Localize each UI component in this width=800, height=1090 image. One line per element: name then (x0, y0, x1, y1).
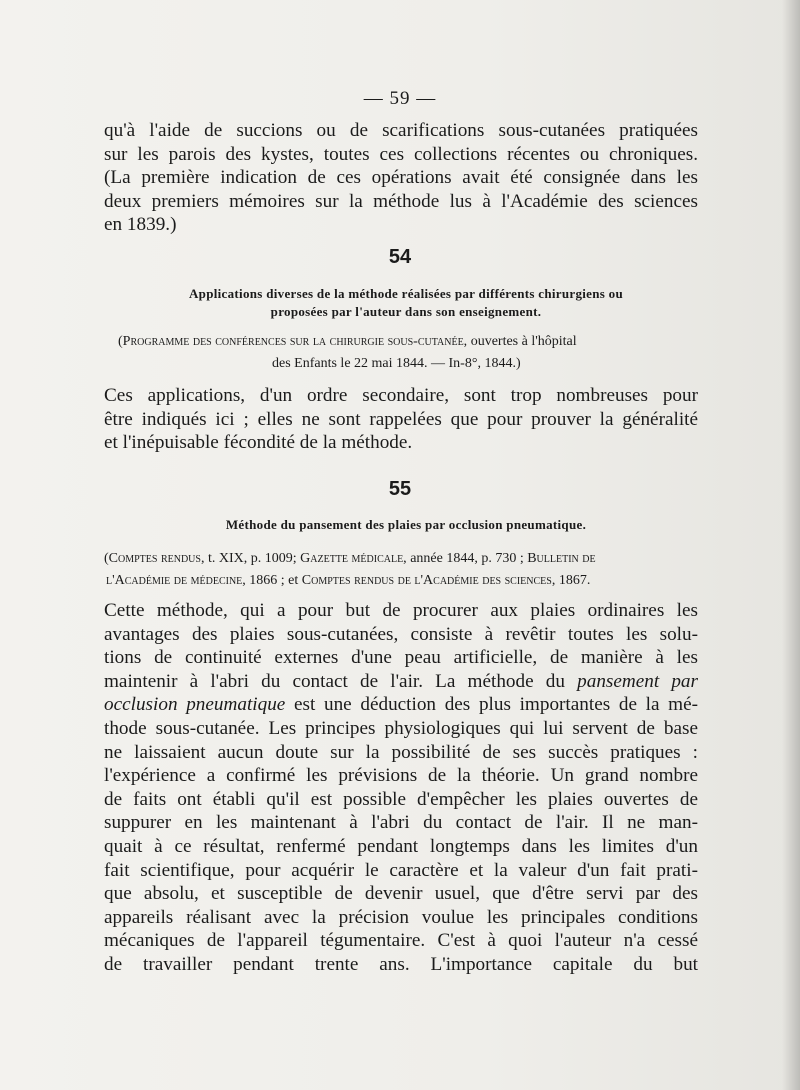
heading-line: Applications diverses de la méthode réalisées par différents chirurgiens ou (188, 286, 624, 301)
text-line: être indiqués ici ; elles ne sont rappelées que pour prouver la généralité (104, 408, 698, 430)
ref-journal: Gazette médicale, (300, 551, 407, 566)
text-line: Cette méthode, qui a pour but de procurer aux plaies ordinaires les (104, 600, 698, 621)
page-number: — 59 — (363, 88, 437, 109)
text-line: appareils réalisant avec la précision voulue les principales conditions (104, 906, 698, 928)
ref-text: 1867. (555, 573, 591, 588)
text-line: ne laissaient aucun doute sur la possibilité de ses succès pratiques : (104, 741, 698, 763)
ref-text: année 1844, p. 730 ; (406, 551, 528, 566)
text-line: sur les parois des kystes, toutes ces collections récentes ou chroniques. (104, 143, 698, 165)
ref-text: ouvertes à l'hôpital (467, 334, 577, 349)
ref-text: ( (104, 551, 109, 566)
ref-journal: Comptes rendus, (108, 551, 205, 566)
text-line: maintenir à l'abri du contact de l'air. La méthode du pansement par (104, 670, 698, 692)
text-line: tions de continuité externes d'une peau artificielle, de manière à les (104, 647, 698, 669)
text-line: thode sous-cutanée. Les principes physiologiques qui lui servent de base (104, 717, 698, 739)
section-number-55: 55 (388, 478, 412, 500)
ref-journal: Bulletin de (527, 551, 596, 566)
text-line: avantages des plaies sous-cutanées, consiste à revêtir toutes les solu- (104, 623, 698, 645)
ref-text: 1866 ; et (245, 573, 302, 588)
text-line: et l'inépuisable fécondité de la méthode. (104, 432, 413, 454)
text-line: en 1839.) (104, 214, 177, 236)
ref-text: ( (118, 334, 123, 349)
heading-line: proposées par l'auteur dans son enseignement. (270, 304, 542, 319)
text-line: qu'à l'aide de succions ou de scarifications sous-cutanées pratiquées (104, 120, 698, 141)
ref-journal: l'Académie de médecine, (106, 573, 246, 588)
section-number-54: 54 (388, 246, 412, 268)
text-line: suppurer en les maintenant à l'abri du contact de l'air. Il ne man- (104, 812, 698, 834)
text-line: que absolu, et susceptible de devenir usuel, que d'être servi par des (104, 883, 698, 905)
ref-journal: Comptes rendus de l'Académie des sciences, (301, 573, 556, 588)
text-line: occlusion pneumatique est une déduction des plus importantes de la mé- (104, 694, 698, 716)
text-line: fait scientifique, pour acquérir le caractère et la valeur d'un fait prati- (104, 859, 698, 881)
text-line: Ces applications, d'un ordre secondaire, sont trop nombreuses pour (104, 385, 698, 406)
text-line: de travailler pendant trente ans. L'importance capitale du but (104, 953, 698, 975)
text-line: de faits ont établi qu'il est possible d'empêcher les plaies ouvertes de (104, 788, 698, 810)
ref-program-title: Programme des conférences sur la chirurgie sous-cutanée, (122, 334, 468, 349)
intro-paragraph (104, 119, 698, 237)
text-line: deux premiers mémoires sur la méthode lus à l'Académie des sciences (104, 190, 698, 212)
section-55-heading: Méthode du pansement des plaies par occlusion pneumatique. (225, 517, 587, 532)
ref-line: des Enfants le 22 mai 1844. — In-8°, 1844.) (272, 356, 521, 371)
page-edge-shadow (782, 0, 800, 1090)
ref-text: t. XIX, p. 1009; (204, 551, 301, 566)
text-line: mécaniques de l'appareil tégumentaire. C'est à quoi l'auteur n'a cessé (104, 930, 698, 952)
section-54-heading (118, 285, 694, 321)
section-55-reference (104, 548, 710, 592)
text-line: quait à ce résultat, renfermé pendant longtemps dans les limites d'un (104, 835, 698, 857)
text-line: (La première indication de ces opérations avait été consignée dans les (104, 167, 698, 189)
section-54-body (104, 384, 698, 455)
text-line: l'expérience a confirmé les prévisions de la théorie. Un grand nombre (104, 765, 698, 787)
section-55-body (104, 599, 698, 977)
italic-term: occlusion pneumatique (104, 694, 286, 716)
section-54-reference (118, 331, 708, 375)
italic-term: pansement par (577, 670, 698, 692)
